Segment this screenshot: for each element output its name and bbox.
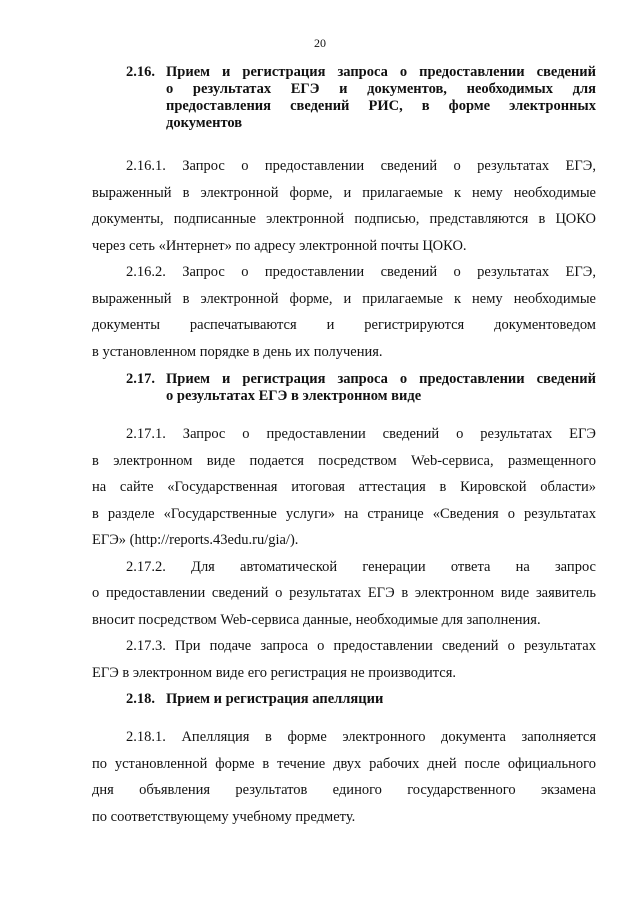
paragraph-line: 2.17.2. Для автоматической генерации ответа на запрос xyxy=(126,558,596,575)
paragraph xyxy=(92,259,596,365)
section-title-line: предоставления сведений РИС, в форме электронных xyxy=(166,98,596,114)
section-title-line: о результатах ЕГЭ в электронном виде xyxy=(166,388,422,404)
paragraph-line: выраженный в электронной форме, и прилагаемые к нему необходимые xyxy=(92,184,596,201)
section-title-line: Прием и регистрация запроса о предоставлении сведений xyxy=(166,371,596,387)
paragraph-line: по установленной форме в течение двух рабочих дней после официального xyxy=(92,755,596,772)
section-title xyxy=(166,691,596,708)
section-title-line: документов xyxy=(166,115,243,131)
paragraph-line: 2.16.2. Запрос о предоставлении сведений о результатах ЕГЭ, xyxy=(126,264,596,280)
paragraph xyxy=(92,421,596,554)
section-title-line: Прием и регистрация апелляции xyxy=(166,691,384,707)
paragraph-line: в разделе «Государственные услуги» на странице «Сведения о результатах xyxy=(92,505,596,522)
section-heading xyxy=(92,371,596,405)
paragraph-line: дня объявления результатов единого государственного экзамена xyxy=(92,782,596,798)
paragraph-line: 2.18.1. Апелляция в форме электронного документа заполняется xyxy=(126,729,596,745)
page-number: 20 xyxy=(314,36,326,50)
section-heading xyxy=(92,691,596,708)
paragraph-line: по соответствующему учебному предмету. xyxy=(92,808,356,825)
paragraph xyxy=(92,153,596,259)
paragraph-line: выраженный в электронной форме, и прилагаемые к нему необходимые xyxy=(92,290,596,307)
section-2-18 xyxy=(92,691,596,830)
paragraph-line: 2.16.1. Запрос о предоставлении сведений о результатах ЕГЭ, xyxy=(126,158,596,174)
section-2-16 xyxy=(92,64,596,365)
section-number: 2.18. xyxy=(126,691,155,707)
section-number: 2.17. xyxy=(126,371,155,387)
paragraph-line: 2.17.1. Запрос о предоставлении сведений о результатах ЕГЭ xyxy=(126,426,596,442)
paragraph-line: вносит посредством Web-сервиса данные, необходимые для заполнения. xyxy=(92,611,541,628)
paragraph xyxy=(92,724,596,830)
paragraph-line: документы распечатываются и регистрируются документоведом xyxy=(92,317,596,333)
paragraph-line: 2.17.3. При подаче запроса о предоставлении сведений о результатах xyxy=(126,638,596,654)
section-title xyxy=(166,371,596,405)
paragraph-line: о предоставлении сведений о результатах ЕГЭ в электронном виде заявитель xyxy=(92,585,596,601)
section-number: 2.16. xyxy=(126,64,155,80)
paragraph-line: на сайте «Государственная итоговая аттестация в Кировской области» xyxy=(92,479,596,495)
paragraph xyxy=(92,633,596,686)
paragraph-line: ЕГЭ» (http://reports.43edu.ru/gia/). xyxy=(92,532,299,548)
section-2-17 xyxy=(92,371,596,686)
paragraph-line: документы, подписанные электронной подписью, представляются в ЦОКО xyxy=(92,211,596,227)
section-title-line: о результатах ЕГЭ и документов, необходимых для xyxy=(166,81,596,97)
section-title xyxy=(166,64,596,132)
paragraph-line: в установленном порядке в день их получения. xyxy=(92,343,383,360)
paragraph-line: ЕГЭ в электронном виде его регистрация не производится. xyxy=(92,664,457,681)
paragraph-line: через сеть «Интернет» по адресу электронной почты ЦОКО. xyxy=(92,237,467,254)
section-title-line: Прием и регистрация запроса о предоставлении сведений xyxy=(166,64,596,80)
paragraph-line: в электронном виде подается посредством Web-сервиса, размещенного xyxy=(92,452,596,469)
paragraph xyxy=(92,554,596,634)
section-heading xyxy=(92,64,596,132)
